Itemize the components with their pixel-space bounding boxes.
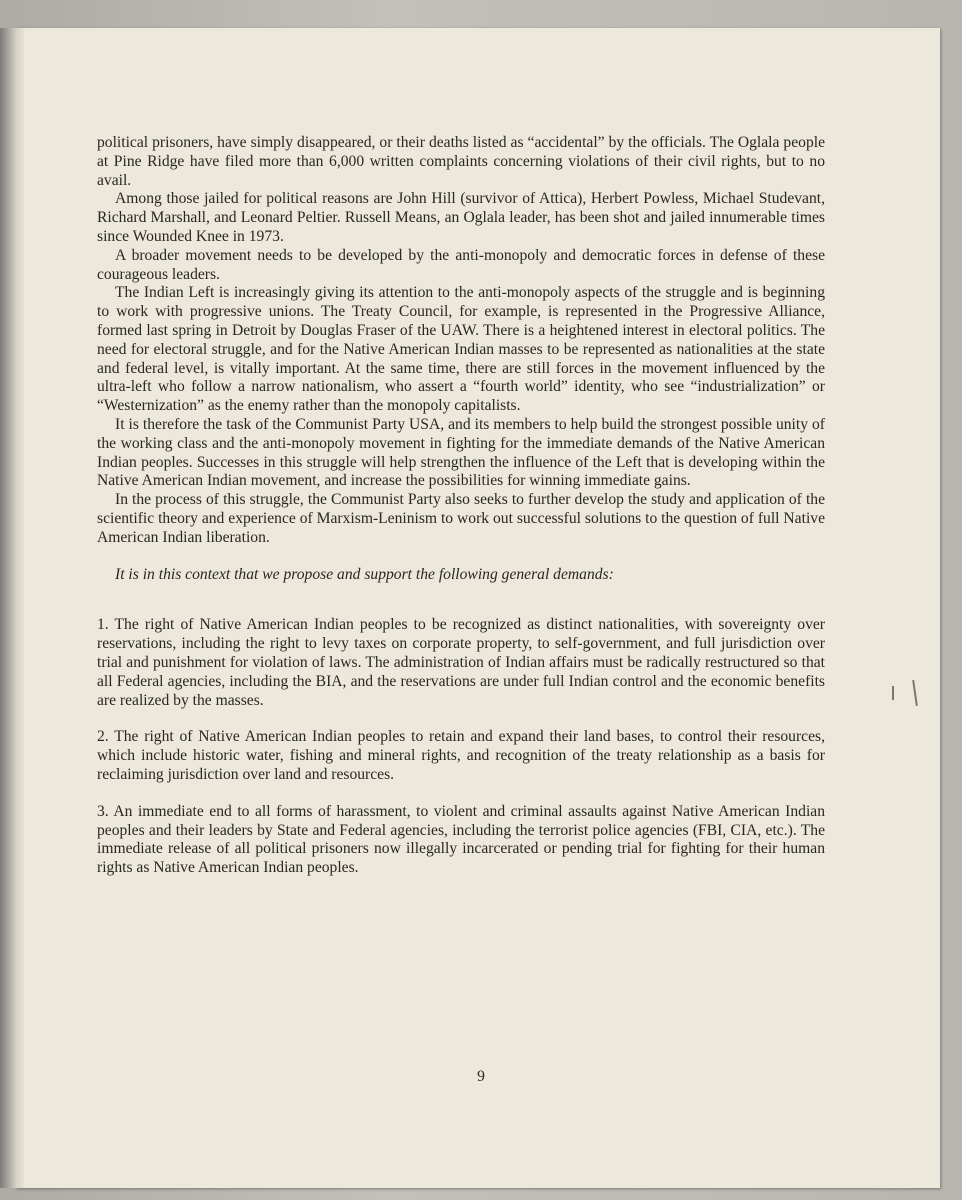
paragraph-indian-left: The Indian Left is increasingly giving its attention to the anti-monopoly aspects of the struggle and is beginning to work with progressive unions. The Treaty Council, for example, is represented in the Progressive Alliance, formed last spring in Detroit by Douglas Fraser of the UAW. There is a heightened interest in electoral politics. The need for electoral struggle, and for the Native American Indian masses to be represented as nationalities at the state and federal level, is vitally important. At the same time, there are still forces in the movement influenced by the ultra-left who follow a narrow nationalism, who assert a “fourth world” identity, who see “industrialization” or “Westernization” as the enemy rather than the monopoly capitalists. (97, 284, 825, 415)
margin-mark (892, 686, 894, 700)
page-binding-edge (0, 28, 24, 1188)
page-number: 9 (477, 1068, 485, 1085)
paragraph-broader-movement: A broader movement needs to be developed by the anti-monopoly and democratic forces in defense of these courageous leaders. (97, 246, 825, 283)
demand-item-2: 2. The right of Native American Indian peoples to retain and expand their land bases, to control their resources, which include historic water, fishing and mineral rights, and recognition of the treaty relationship as a basis for reclaiming jurisdiction over land and resources. (97, 728, 825, 783)
demands-lead-in: It is in this context that we propose and support the following general demands: (115, 565, 614, 583)
paragraph-communist-party-task: It is therefore the task of the Communist Party USA, and its members to help build the strongest possible unity of the working class and the anti-monopoly movement in fighting for the immediate demands of the Native American Indian peoples. Successes in this struggle will help strengthen the influence of the Left that is developing within the Native American Indian movement, and increase the possibilities for winning immediate gains. (97, 415, 825, 490)
demand-item-3: 3. An immediate end to all forms of harassment, to violent and criminal assaults against Native American Indian peoples and their leaders by State and Federal agencies, including the terrorist police agencies (FBI, CIA, etc.). The immediate release of all political prisoners now illegally incarcerated or pending trial for fighting for their human rights as Native American Indian peoples. (97, 802, 825, 877)
body-text (97, 134, 825, 878)
paragraph-marxism-leninism: In the process of this struggle, the Communist Party also seeks to further develop the study and application of the scientific theory and experience of Marxism-Leninism to work out successful solutions to the question of full Native American Indian liberation. (97, 491, 825, 546)
demand-item-1: 1. The right of Native American Indian peoples to be recognized as distinct nationalities, with sovereignty over reservations, including the right to levy taxes on corporate property, to self-government, and full jurisdiction over trial and punishment for violation of laws. The administration of Indian affairs must be radically restructured so that all Federal agencies, including the BIA, and the reservations are under full Indian control and the economic benefits are realized by the masses. (97, 616, 825, 709)
paragraph-political-prisoners: political prisoners, have simply disappeared, or their deaths listed as “accidental” by the officials. The Oglala people at Pine Ridge have filed more than 6,000 written complaints concerning violations of their civil rights, but to no avail. (97, 134, 825, 189)
paragraph-jailed-leaders: Among those jailed for political reasons are John Hill (survivor of Attica), Herbert Powless, Michael Studevant, Richard Marshall, and Leonard Peltier. Russell Means, an Oglala leader, has been shot and jailed innumerable times since Wounded Knee in 1973. (97, 190, 825, 245)
